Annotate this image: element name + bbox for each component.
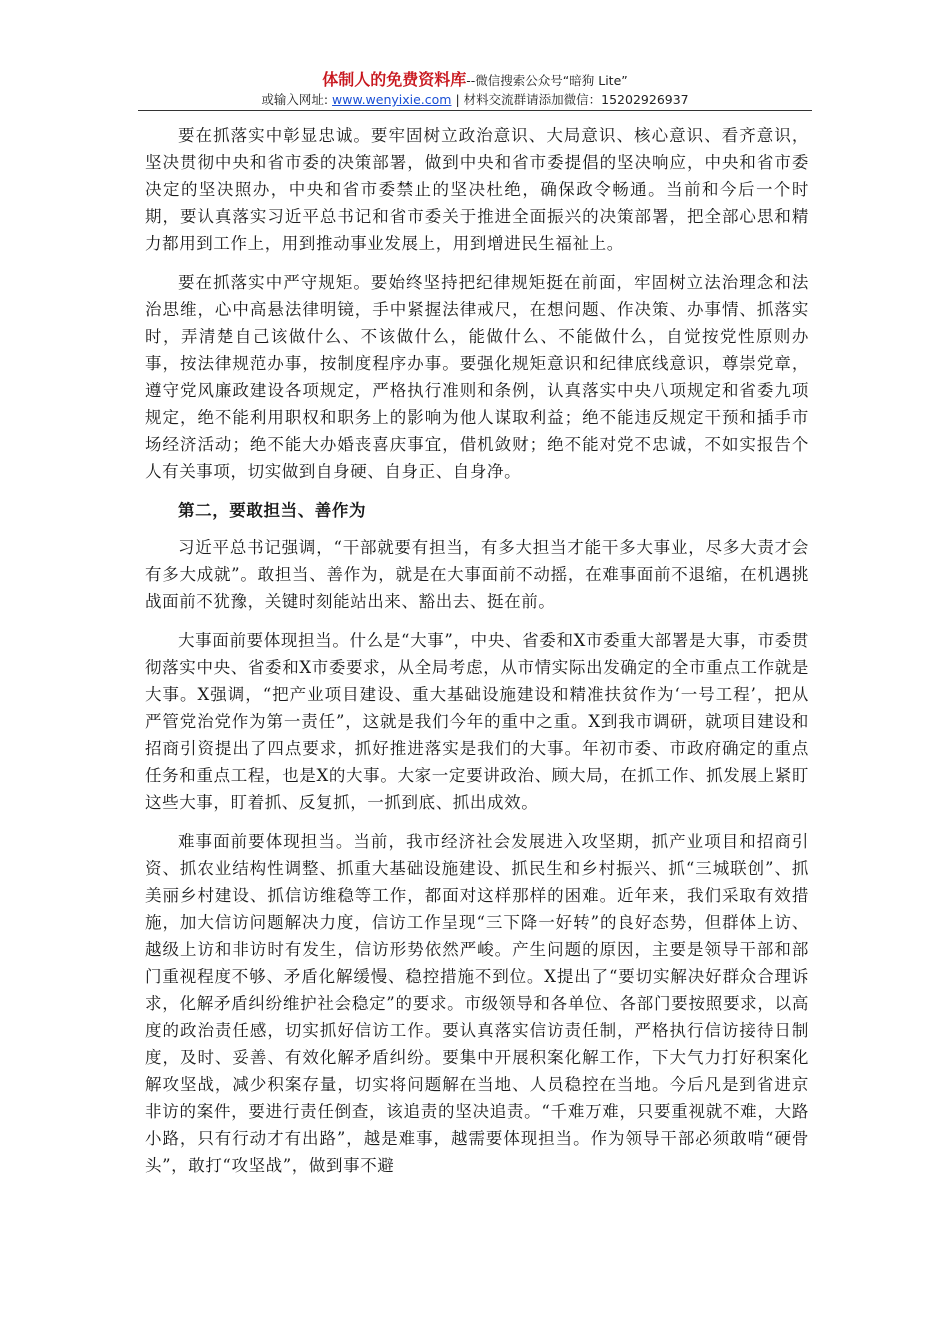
header-contact-line	[138, 91, 812, 109]
header-url-prefix: 或输入网址:	[261, 92, 333, 107]
header-contact: | 材料交流群请添加微信：15202926937	[451, 92, 689, 107]
document-body	[145, 122, 809, 1191]
page-header	[138, 70, 812, 109]
header-title-line	[138, 70, 812, 91]
header-url-link[interactable]: www.wenyixie.com	[332, 92, 452, 107]
paragraph: 要在抓落实中彰显忠诚。要牢固树立政治意识、大局意识、核心意识、看齐意识，坚决贯彻中央和省市委的决策部署，做到中央和省市委提倡的坚决响应，中央和省市委决定的坚决照办，中央和省市委禁止的坚决杜绝，确保政令畅通。当前和今后一个时期，要认真落实习近平总书记和省市委关于推进全面振兴的决策部署，把全部心思和精力都用到工作上，用到推动事业发展上，用到增进民生福祉上。	[145, 126, 809, 253]
section-heading: 第二，要敢担当、善作为	[178, 501, 367, 520]
paragraph: 要在抓落实中严守规矩。要始终坚持把纪律规矩挺在前面，牢固树立法治理念和法治思维，心中高悬法律明镜，手中紧握法律戒尺，在想问题、作决策、办事情、抓落实时，弄清楚自己该做什么、不该做什么，能做什么、不能做什么，自觉按党性原则办事，按法律规范办事，按制度程序办事。要强化规矩意识和纪律底线意识，尊崇党章，遵守党风廉政建设各项规定，严格执行准则和条例，认真落实中央八项规定和省委九项规定，绝不能利用职权和职务上的影响为他人谋取利益；绝不能违反规定干预和插手市场经济活动；绝不能大办婚丧喜庆事宜，借机敛财；绝不能对党不忠诚，不如实报告个人有关事项，切实做到自身硬、自身正、自身净。	[145, 273, 809, 481]
paragraph: 难事面前要体现担当。当前，我市经济社会发展进入攻坚期，抓产业项目和招商引资、抓农业结构性调整、抓重大基础设施建设、抓民生和乡村振兴、抓“三城联创”、抓美丽乡村建设、抓信访维稳等工作，都面对这样那样的困难。近年来，我们采取有效措施，加大信访问题解决力度，信访工作呈现“三下降一好转”的良好态势，但群体上访、越级上访和非访时有发生，信访形势依然严峻。产生问题的原因，主要是领导干部和部门重视程度不够、矛盾化解缓慢、稳控措施不到位。X提出了“要切实解决好群众合理诉求，化解矛盾纠纷维护社会稳定”的要求。市级领导和各单位、各部门要按照要求，以高度的政治责任感，切实抓好信访工作。要认真落实信访责任制，严格执行信访接待日制度，及时、妥善、有效化解矛盾纠纷。要集中开展积案化解工作，下大气力打好积案化解攻坚战，减少积案存量，切实将问题解在当地、人员稳控在当地。今后凡是到省进京非访的案件，要进行责任倒查，该追责的坚决追责。“千难万难，只要重视就不难，大路小路，只有行动才有出路”，越是难事，越需要体现担当。作为领导干部必须敢啃“硬骨头”，敢打“攻坚战”，做到事不避	[145, 832, 809, 1175]
header-divider	[138, 110, 812, 111]
paragraph: 大事面前要体现担当。什么是“大事”，中央、省委和X市委重大部署是大事，市委贯彻落实中央、省委和X市委要求，从全局考虑，从市情实际出发确定的全市重点工作就是大事。X强调，“把产业项目建设、重大基础设施建设和精准扶贫作为‘一号工程’，把从严管党治党作为第一责任”，这就是我们今年的重中之重。X到我市调研，就项目建设和招商引资提出了四点要求，抓好推进落实是我们的大事。年初市委、市政府确定的重点任务和重点工程，也是X的大事。大家一定要讲政治、顾大局，在抓工作、抓发展上紧盯这些大事，盯着抓、反复抓，一抓到底、抓出成效。	[145, 631, 809, 812]
paragraph: 习近平总书记强调，“干部就要有担当，有多大担当才能干多大事业，尽多大责才会有多大成就”。敢担当、善作为，就是在大事面前不动摇，在难事面前不退缩，在机遇挑战面前不犹豫，关键时刻能站出来、豁出去、挺在前。	[145, 538, 809, 611]
header-subtitle: --微信搜索公众号“暗狗 Lite”	[466, 73, 628, 88]
header-brand: 体制人的免费资料库	[322, 70, 467, 89]
